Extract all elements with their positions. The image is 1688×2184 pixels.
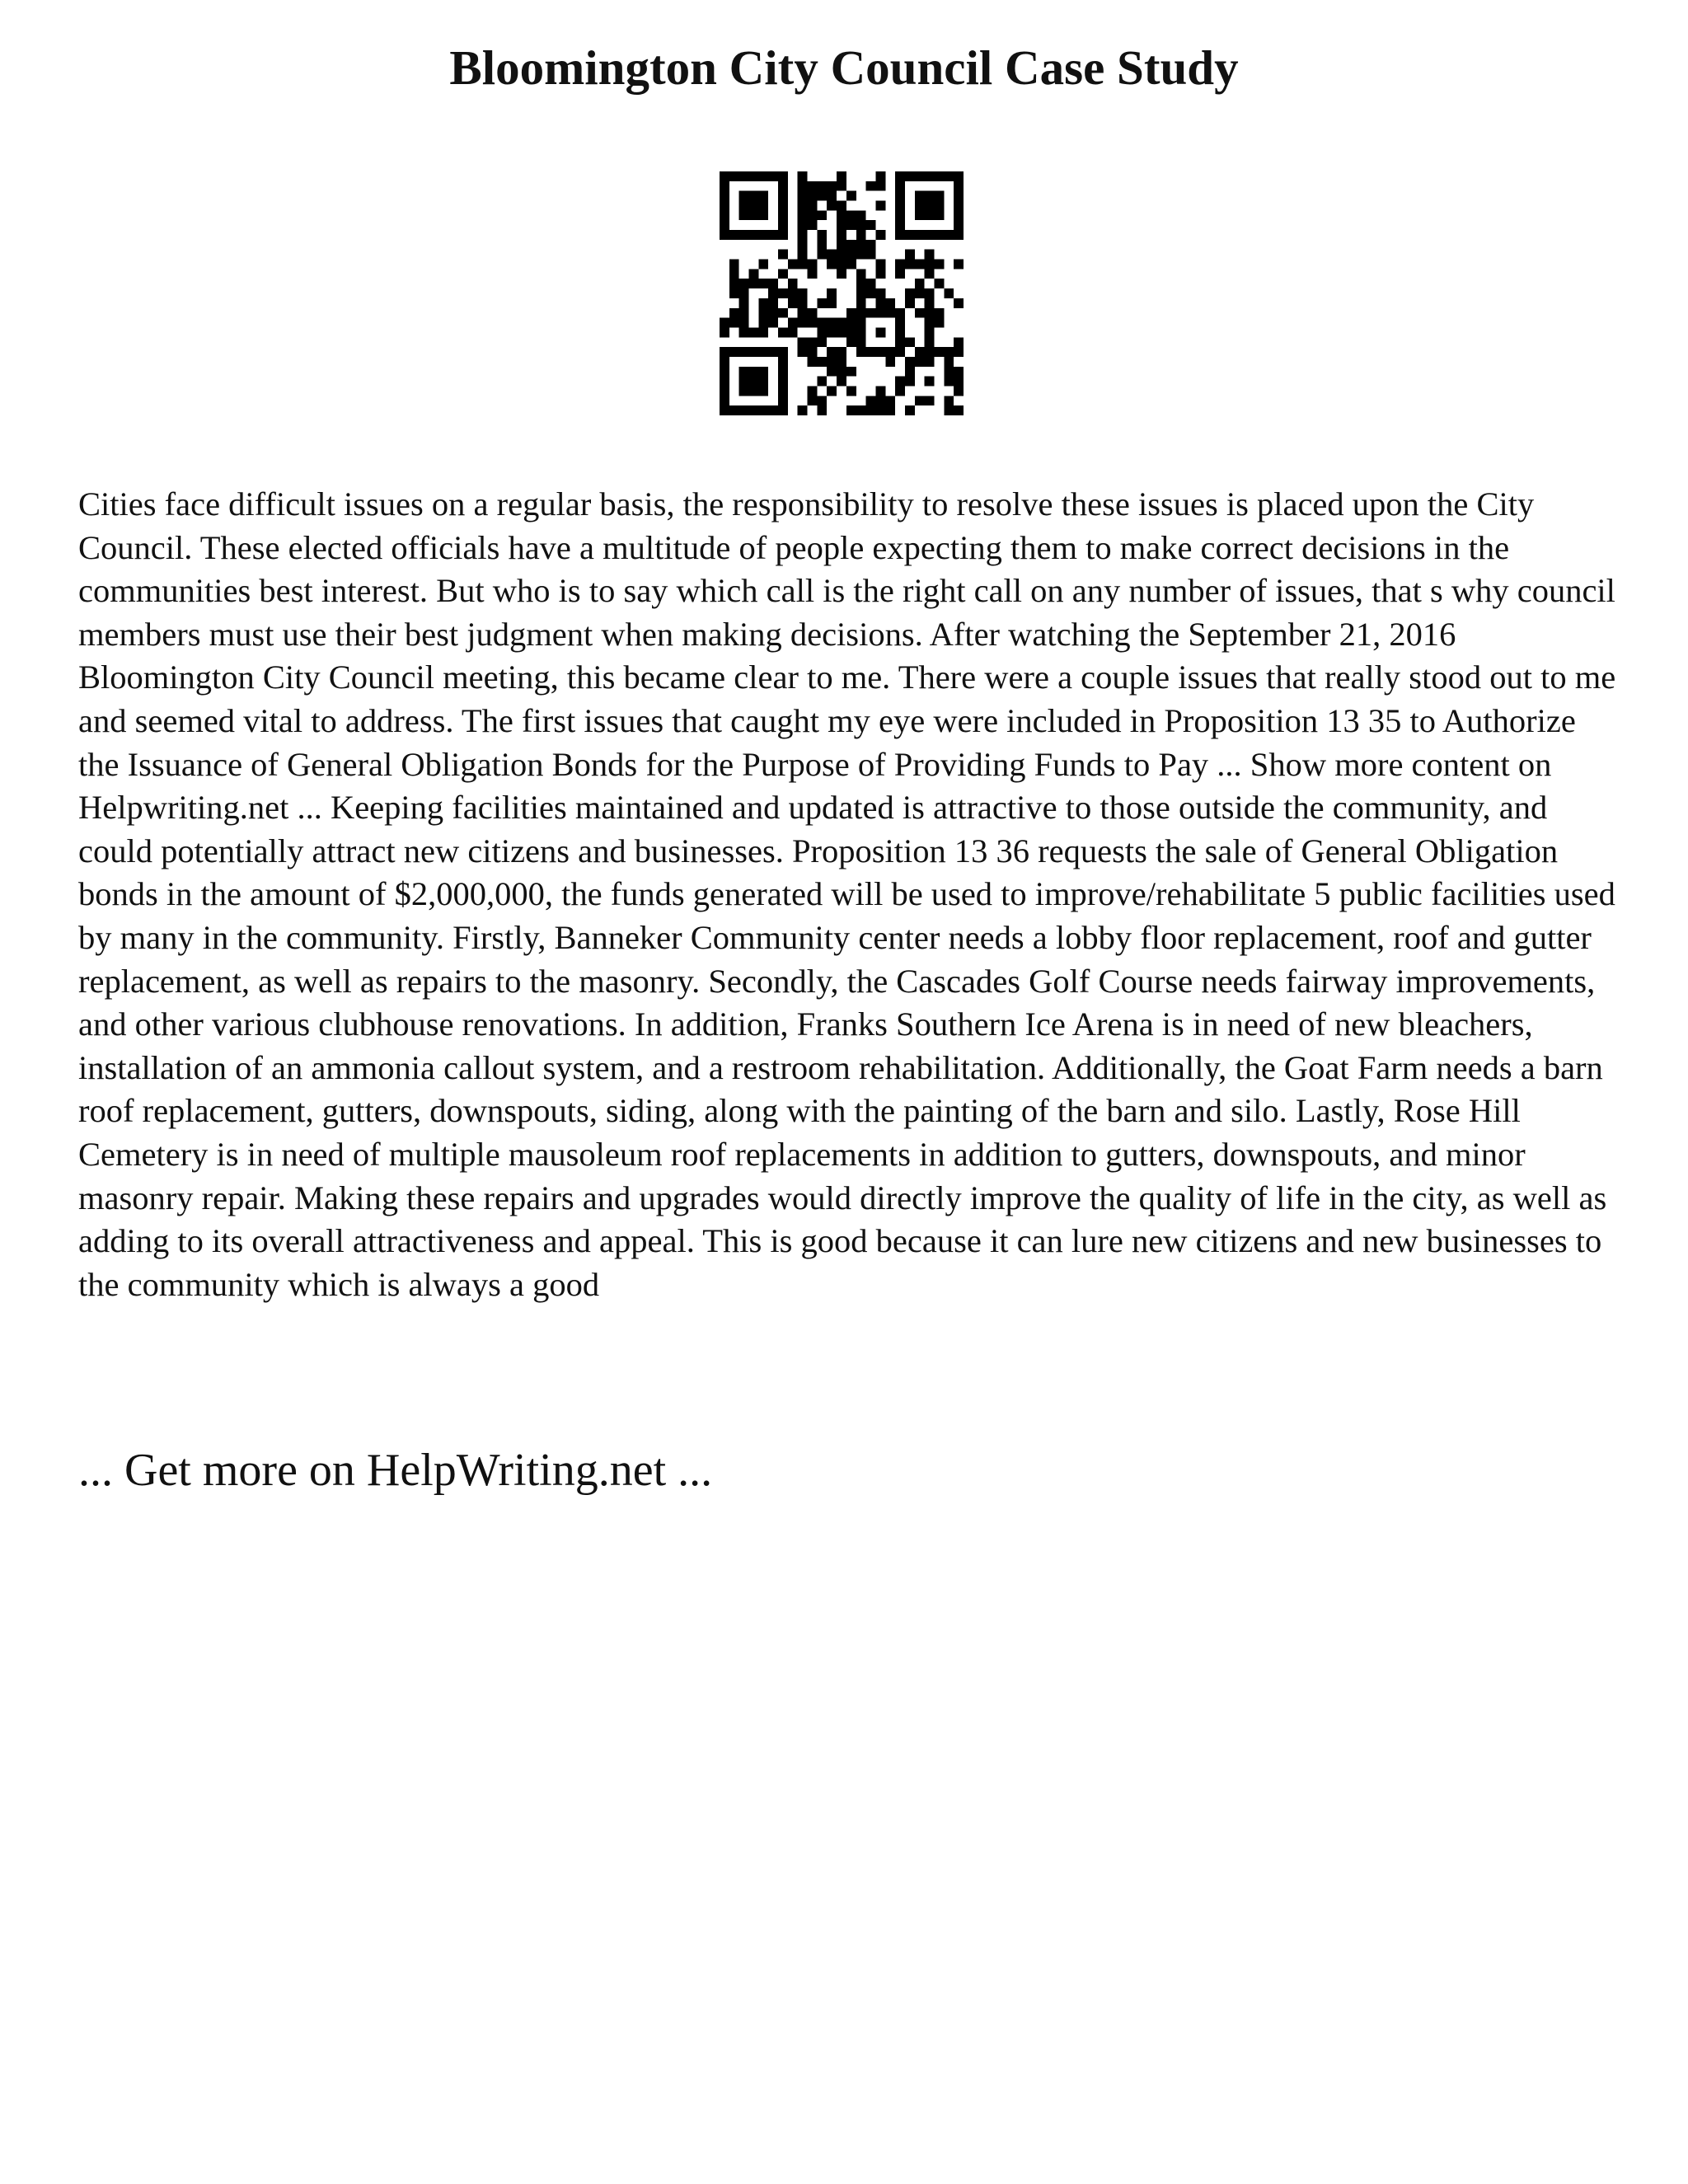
get-more-link[interactable]: ... Get more on HelpWriting.net ... [78,1445,713,1496]
document-title: Bloomington City Council Case Study [449,40,1239,95]
qr-code-icon[interactable] [720,171,964,415]
document-body: Cities face difficult issues on a regular basis, the responsibility to resolve these issues is placed upon the City Council. These elected officials have a multitude of people expecting them to make correct decisions in the communities best interest. But who is to say which call is the right call on any number of issues, that s why council members must use their best judgment when making decisions. After watching the September 21, 2016 Bloomington City Council meeting, this became clear to me. There were a couple issues that really stood out to me and seemed vital to address. The first issues that caught my eye were included in Proposition 13 35 to Authorize the Issuance of General Obligation Bonds for the Purpose of Providing Funds to Pay ... Show more content on Helpwriting.net ... Keeping facilities maintained and updated is attractive to those outside the community, and could potentially attract new citizens and businesses. Proposition 13 36 requests the sale of General Obligation bonds in the amount of $2,000,000, the funds generated will be used to improve/rehabilitate 5 public facilities used by many in the community. Firstly, Banneker Community center needs a lobby floor replacement, roof and gutter replacement, as well as repairs to the masonry. Secondly, the Cascades Golf Course needs fairway improvements, and other various clubhouse renovations. In addition, Franks Southern Ice Arena is in need of new bleachers, installation of an ammonia callout system, and a restroom rehabilitation. Additionally, the Goat Farm needs a barn roof replacement, gutters, downspouts, siding, along with the painting of the barn and silo. Lastly, Rose Hill Cemetery is in need of multiple mausoleum roof replacements in addition to gutters, downspouts, and minor masonry repair. Making these repairs and upgrades would directly improve the quality of life in the city, as well as adding to its overall attractiveness and appeal. This is good because it can lure new citizens and new businesses to the community which is always a good [78,485,1616,1303]
